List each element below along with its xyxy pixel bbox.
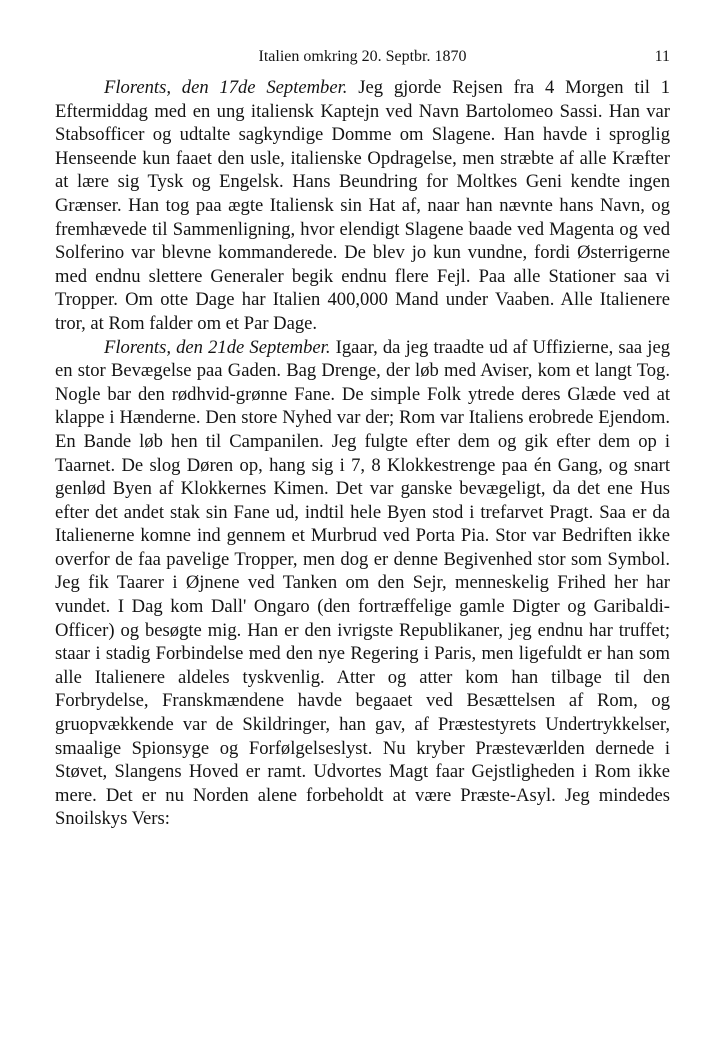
running-header: [55, 42, 670, 76]
entry-text: Igaar, da jeg traadte ud af Uffizierne, saa jeg en stor Bevægelse paa Gaden. Bag Drenge, der løb med Aviser, kom et langt Tog. Nogle bar den rødhvid-grønne Fane. De simple Folk ytrede deres Glæde ved at klappe i Hænderne. Den store Nyhed var der; Rom var Italiens erobrede Ejendom. En Bande løb hen til Campanilen. Jeg fulgte efter dem og gik efter dem op i Taarnet. De slog Døren op, hang sig i 7, 8 Klokkestrenge paa én Gang, og snart genlød Byen af Klokkernes Kimen. Det var ganske bevægeligt, da det ene Hus efter det andet stak sin Fane ud, indtil hele Byen stod i trefarvet Pragt. Saa er da Italienerne komne ind gennem et Murbrud ved Porta Pia. Stor var Bedriften ikke overfor de faa pavelige Tropper, men dog er denne Begivenhed stor som Symbol. Jeg fik Taarer i Øjnene ved Tanken om den Sejr, menneskelig Frihed her har vundet. I Dag kom Dall' Ongaro (den fortræffelige gamle Digter og Garibaldi-Officer) og besøgte mig. Han er den ivrigste Republikaner, jeg endnu har truffet; staar i stadig Forbindelse med den nye Regering i Paris, men ligefuldt er han som alle Italienere aldeles tyskvenlig. Atter og atter kom han tilbage til den Forbrydelse, Franskmændene havde begaaet ved Besættelsen af Rom, og gruopvækkende var de Skildringer, han gav, af Præstestyrets Undertrykkelser, smaalige Spionsyge og Forfølgelseslyst. Nu kryber Præsteværlden dernede i Støvet, Slangens Hoved er ramt. Udvortes Magt faar Gejstligheden i Rom ikke mere. Det er nu Norden alene forbeholdt at være Præste-Asyl. Jeg mindedes Snoilskys Vers:: [55, 336, 670, 830]
entry-text: Jeg gjorde Rejsen fra 4 Morgen til 1 Eftermiddag med en ung italiensk Kaptejn ved Navn Bartolomeo Sassi. Han var Stabsofficer og udtalte sagkyndige Domme om Slagene. Han havde i sproglig Henseende kun faaet den usle, italienske Opdragelse, men stræbte af alle Kræfter at lære sig Tysk og Engelsk. Hans Beundring for Moltkes Geni kendte ingen Grænser. Han tog paa ægte Italiensk sin Hat af, naar han nævnte hans Navn, og fremhævede til Sammenligning, hvor elendigt Slagene baade ved Magenta og ved Solferino var blevne kommanderede. De blev jo kun vundne, fordi Østerrigerne med endnu slettere Generaler begik endnu flere Fejl. Paa alle Stationer saa vi Tropper. Om otte Dage har Italien 400,000 Mand under Vaaben. Alle Italienere tror, at Rom falder om et Par Dage.: [55, 77, 671, 334]
diary-entry: [55, 336, 670, 831]
diary-entry: [55, 76, 670, 336]
running-title: Italien omkring 20. Septbr. 1870: [258, 48, 467, 65]
entry-date: Florents, den 21de September.: [104, 336, 331, 358]
page-number: 11: [654, 48, 670, 65]
entry-date: Florents, den 17de September.: [104, 77, 348, 98]
body-text: [55, 76, 670, 831]
book-page: [55, 42, 670, 831]
